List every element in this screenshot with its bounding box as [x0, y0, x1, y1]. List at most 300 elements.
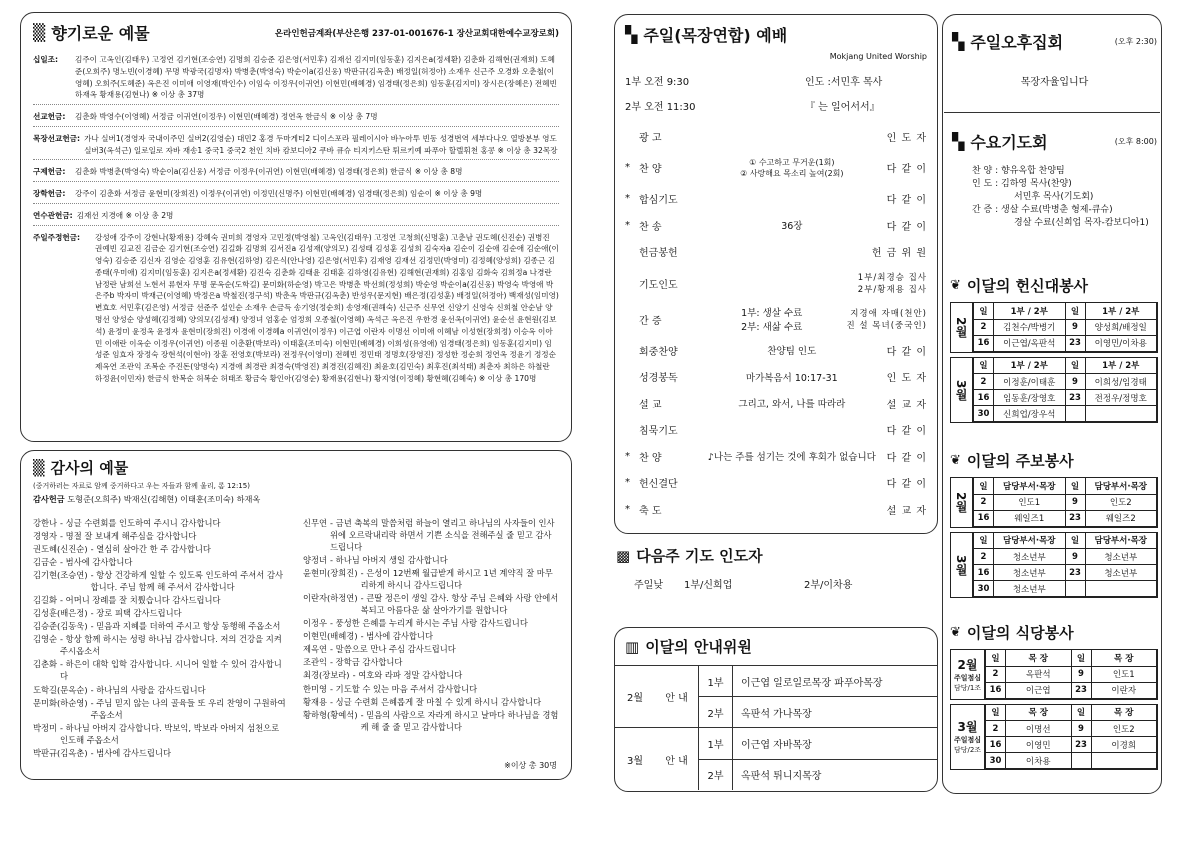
thanks-name: 신무연 [303, 518, 328, 529]
schedule-row [974, 494, 1157, 510]
schedule-cell: 이근엽 [1006, 682, 1072, 698]
schedule-cell: 인도2 [1085, 494, 1157, 510]
thanks-item [33, 594, 289, 606]
bank-account: 온라인헌금계좌(부산은행 237-01-001676-1 장산교회대한예수교장로회) [274, 28, 559, 39]
schedule-header-cell: 일 [1065, 358, 1085, 374]
thanks-name: 김금순 [33, 557, 58, 568]
pattern-icon: ▚ [952, 132, 965, 151]
offering-text: 가나 실버1(경영자 국내이주민 실버2(김영순) 대민2 홍경 두마게티2 디이스포라 필레이시아 바누아투 빈동 성경번역 세부다나오 열방분부 영도 실버3(옥석근) 일로일로 자바 재송1 중국1 중국2 천인 치바 캄보디아2 쿠바 큐슈 티지키스탄 튀르키예 파푸아 할렐휘천 홍콩 [84, 133, 557, 155]
order-person: 다 같 이 [886, 346, 927, 358]
offering-text: 김주이 고옥인(김태우) 고정연 김기현(조승연) 김명희 김승준 김은영(서민후) 김재선 김지미(임동훈) 김지은a(정세환) 김춘화 김해현(권재희) 도혜준(오희주) 명노빈(이경혜) 무명 박광국(김명자) 박병춘(박영숙) 박순이a(김신웅) 박판규(김옥춘) 배정일(허정아) 소재우 신근주 오경화 오춘철(이영혜) 오희주(도혜준) 옥은진 이미애 이영재(박인수) 이임숙 이정우(이귀연) 이현민(배혜경) 임경태(정은희) 임동훈(김지미) 장시은(장혜은) 전혜빈 하재옥 황재용(김현나) [75, 55, 557, 100]
schedule-header-cell: 일 [974, 303, 994, 319]
thanks-item [303, 517, 559, 553]
schedule-cell: 인도1 [994, 494, 1066, 510]
schedule-header-cell: 1부 / 2부 [1085, 303, 1157, 319]
order-item [625, 364, 927, 391]
order-detail: 마가복음서 10:17-31 [745, 372, 838, 384]
thanks-item [303, 630, 559, 642]
schedule-row [974, 374, 1157, 390]
guide-part: 1부 [699, 666, 733, 696]
thanks-item [33, 543, 289, 555]
schedule-header-row [986, 705, 1157, 721]
worship-title: 주일(목장연합) 예배 [643, 26, 788, 45]
order-label: 침묵기도 [639, 426, 678, 438]
order-detail: ♪나는 주를 섬기는 것에 후회가 없습니다 [707, 452, 876, 464]
thanks-item [33, 633, 289, 657]
schedule-header-cell: 담당부서·목장 [994, 478, 1066, 494]
order-of-service [625, 123, 927, 523]
order-item [625, 390, 927, 417]
schedule-title: 이달의 식당봉사 [966, 624, 1074, 642]
order-person: 설 교 자 [886, 505, 927, 517]
thanks-item [33, 658, 289, 682]
month-label [951, 650, 985, 699]
guide-name: 이근엽 자바목장 [741, 739, 812, 751]
order-detail: ① 수고하고 무거운(1회) ② 사랑해요 목소리 높여(2회) [740, 157, 844, 178]
thanks-item [303, 709, 559, 733]
offering-names [95, 232, 559, 385]
schedule-cell: 청소년부 [1085, 565, 1157, 581]
schedule-cell: 16 [974, 390, 994, 406]
order-detail: 36장 [781, 221, 803, 233]
schedule-cell: 인도2 [1091, 721, 1157, 737]
service-time: 1부 오전 9:30 [625, 77, 690, 88]
thanks-name: 한미영 [303, 683, 328, 694]
guide-panel [614, 627, 938, 792]
thanks-name: 김길화 [33, 595, 58, 606]
order-item [625, 239, 927, 266]
guide-items [699, 666, 937, 727]
schedule-cell: 인도1 [1091, 666, 1157, 682]
thanks-title: 감사의 예물 [50, 459, 129, 477]
thanks-text: - 기도할 수 있는 마음 주셔서 감사합니다 [330, 683, 478, 694]
offering-text: 김춘화 박영수(이영혜) 서정금 이귀연(이정우) 이현민(배혜경) 정연옥 한금식 [75, 112, 328, 122]
guide-month: 2월 [626, 693, 644, 704]
offering-text: 강주이 김춘화 서정금 윤현미(장희진) 이정우(이귀연) 이정민(신명주) 이현민(배혜경) 임경태(정은희) 임순이 [75, 189, 433, 199]
worship-subtitle: Mokjang United Worship [829, 52, 927, 61]
schedule-cell: 16 [974, 510, 994, 526]
order-label: 찬 양 [639, 452, 662, 464]
schedule-header-cell: 일 [1071, 650, 1091, 666]
guide-name: 이근엽 일로일로목장 파푸아목장 [741, 677, 883, 689]
offering-section [33, 210, 559, 226]
thanks-text: - 하나님 아버지 감사합니다. 박보익, 박보라 아버지 섬천으로 인도해 주옵소서 [60, 722, 280, 745]
schedule-row [974, 549, 1157, 565]
order-person: 인 도 자 [886, 373, 927, 385]
schedule-row [974, 581, 1157, 597]
thanks-text: - 주님 믿지 않는 나의 골육들 또 우리 찬영이 구원하여 주옵소서 [90, 697, 286, 720]
schedule-cell: 이영민 [1006, 737, 1072, 753]
service-time-row [625, 98, 927, 113]
order-label: 헌신결단 [639, 479, 678, 491]
thanks-text: - 열심히 살아간 한 주 감사합니다 [90, 544, 211, 555]
pattern-icon: ▥ [625, 637, 640, 656]
service-times [625, 73, 927, 113]
thanks-left-list [33, 517, 289, 759]
schedule-header-cell: 일 [986, 705, 1006, 721]
order-person: 다 같 이 [886, 221, 927, 233]
thanks-text: - 믿음의 사람으로 자라게 하시고 날마다 하나님을 경험케 해 줄 줄 믿고 감사합니다 [360, 709, 559, 732]
order-item [625, 150, 927, 186]
service-leader: 『 는 일어서서』 [805, 102, 880, 113]
thanks-right-list [303, 517, 559, 759]
thanks-name: 경영자 [33, 531, 58, 542]
order-label: 광 고 [639, 132, 662, 144]
thanks-text: - 은성이 12번째 월급받게 하시고 1년 계약직 잘 마무리하게 하시니 감사드립니다 [360, 568, 553, 591]
offering-count: ※ 이상 총 170명 [478, 373, 537, 383]
guide-month: 3월 [626, 755, 644, 767]
pattern-icon: ▩ [616, 546, 631, 565]
thanks-name: 이란자(하정연) [303, 593, 358, 604]
guide-row [615, 728, 937, 790]
schedule-month [950, 532, 1158, 599]
thanks-line-text: 도형준(오희주) 박재신(김해현) 이태훈(조미숙) 하재옥 [67, 494, 261, 504]
service-time: 2부 오전 11:30 [625, 102, 696, 113]
schedule-cell: 이명선 [1006, 721, 1072, 737]
next-prayer-label: 주일낮 [634, 580, 663, 591]
thanks-item [33, 607, 289, 619]
thanks-item [33, 620, 289, 632]
schedule-cell: 23 [1065, 390, 1085, 406]
guide-part: 1부 [699, 728, 733, 759]
thanks-item [303, 696, 559, 708]
order-star: * [625, 193, 630, 205]
guide-item [699, 760, 937, 791]
afternoon-text: 목장자율입니다 [1020, 77, 1089, 88]
next-prayer-second: 2부/이차용 [804, 580, 853, 591]
thanks-name: 이현민(배혜경) [303, 631, 358, 642]
thanks-text: - 장학금 감사합니다 [330, 657, 403, 668]
schedule-heading [950, 275, 1158, 296]
order-person: 헌 금 위 원 [871, 248, 927, 260]
order-star: * [625, 477, 630, 489]
schedule-table [973, 533, 1157, 598]
guide-table [615, 665, 937, 790]
order-label: 간 증 [639, 315, 662, 327]
pattern-icon: ▚ [952, 32, 965, 51]
thanks-item [33, 722, 289, 746]
schedule-header-row [974, 533, 1157, 549]
offering-label: 구제헌금: [33, 167, 66, 177]
schedule-cell: 9 [1065, 319, 1085, 335]
schedule-cell [1085, 581, 1157, 597]
month-name: 2월 [957, 657, 978, 672]
schedule-cell: 23 [1071, 737, 1091, 753]
thanks-name: 박판규(김옥춘) [33, 747, 88, 758]
schedule-table [985, 650, 1157, 699]
thanks-text: - 장로 피택 감사드립니다 [90, 608, 182, 619]
schedule-cell: 9 [1065, 549, 1085, 565]
schedule-cell: 이희성/임경태 [1085, 374, 1157, 390]
order-person: 다 같 이 [886, 426, 927, 438]
schedule-cell: 9 [1065, 494, 1085, 510]
thanks-item [303, 617, 559, 629]
schedule-cell: 이근엽/옥판석 [994, 335, 1066, 351]
schedule-heading [950, 450, 1158, 471]
offering-text: 강성애 강주이 강현나(황재용) 강혜숙 권미희 경영자 고민정(박영철) 고옥인(김태우) 고정연 고청희(신명훈) 고춘남 권도혜(신진순) 권병진 권예빈 김교진 김금순 김기현(조승연) 김길화 김명희 김서진a 김성재(양의모) 김성태 김성훈 김성희 김숙자a 김순이 김순애 김순애 김순애(이영숙) 김승준 김신자 김영순 김영훈 김유현(김하영) 김은식(안나영) 김은영(서민후) 김재영 김재선 김정민(박영미) 김정혜(양성희) 김종근 김종태(우미애) 김지미(임동훈) 김지은a(정세환) 김진숙 김춘화 김태윤 김태훈 김하영(김유현) 김해현(권재희) 김홍임 김화숙 김희정a 나경란 남정란 남희선 노현서 류현자 무명 문옥순(도학길) 문미화(하순영) 박고은 박병춘 박선희(정성희) 박순영 박순이a(김신웅) 박영숙 박영애 박은주b 박자미 박재근(이영혜) 박정은a 박철진(정구석) 박춘옥 박판규(김옥춘) 반성우(문지현) 배은정(김성훈) 배정일(허정아) 백재성(임미영) 변효호 서민후(김은영) 서정금 선준주 설인순 소재우 손금득 송기영(정순희) 송영재(권해숙) 신근주 신무연 신양기 신영숙 신희철 안순남 양명선 양성순 양성혜(김정혜) 양의모(김성재) 양정녀 엄홍순 엄정희 오종철(이영혜) 옥석근 옥은진 우한경 윤선옥(이귀연) 윤순선 윤현원(김보석) 윤정미 윤정옥 윤정자 윤현미(장희진) 이경애 이경혜a 이귀연(이정우) 이근엽 이란자 이명선 이미애 이혜남 이성현(장희정) 이승옥 이아민 이애란 이옥순 이정우(이귀연) 이종원 이춘환(박보라) 이태훈(조미숙) 이현민(배혜경) 이희성(유영애) 임경태(정은희) 임동훈(김지미) 임성준 임효자 장정숙 장현석(이현아) 장훈 전영호(박보라) 전정우(이영미) 전혜빈 정민태 정명호(장영진) 정성한 정순희 정연옥 정윤기 정정순 제옥연 조관익 조복순 주진돈(양명숙) 지경애 최경란 최경숙(박영진) 최경진(김혜진) 최윤호(김민숙) 최후진(최석태) 최춘자 최하은 하철란 하정윤(이민자) 한금식 한복순 허복순 허태조 황금숙 황인아(김영순) 황재용(김현나) 황지영(이정혜) 황현혜(김혜숙) [95, 232, 559, 383]
order-label: 회중찬양 [639, 346, 678, 358]
order-detail: 1부: 생살 수료 2부: 새삶 수료 [741, 308, 803, 333]
thanks-name: 황재용 [303, 696, 328, 707]
guide-item [699, 697, 937, 727]
order-label: 찬 양 [639, 164, 662, 175]
schedule-row [986, 753, 1157, 769]
month-sub: 담당/2조 [953, 746, 982, 755]
schedule-cell: 웨일즈1 [994, 510, 1066, 526]
order-item [625, 186, 927, 213]
guide-name: 옥판석 가나목장 [741, 708, 812, 720]
order-label: 헌금봉헌 [639, 248, 678, 260]
schedule-month [950, 302, 1158, 353]
afternoon-section [952, 30, 1157, 88]
month-side: 주일점심 [953, 673, 982, 682]
thanks-text: - 여호와 라파 정말 감사합니다 [352, 670, 463, 681]
thanks-text: - 금년 축복의 말씀처럼 하늘이 열리고 하나님의 사자들이 인사 위에 오르락내리락 하면서 기쁜 소식을 전해주실 줄 믿고 감사드립니다 [330, 518, 555, 553]
thanks-panel [20, 450, 572, 780]
thanks-name: 박정미 [33, 722, 58, 733]
next-prayer-first: 1부/신희업 [684, 580, 733, 591]
thanks-item [303, 683, 559, 695]
schedule-header-cell: 일 [986, 650, 1006, 666]
order-star: * [625, 450, 630, 462]
thanks-text: - 말씀으로 만나 주심 감사드립니다 [330, 644, 456, 655]
kitchen-section [950, 622, 1158, 774]
month-label [951, 478, 973, 527]
schedule-cell [1065, 581, 1085, 597]
order-star: * [625, 503, 630, 515]
thanks-item [303, 554, 559, 566]
month-name: 2월 [954, 317, 968, 338]
month-side: 주일점심 [953, 736, 982, 745]
offering-section [33, 133, 559, 161]
schedule-header-cell: 담당부서·목장 [1085, 533, 1157, 549]
service-leader: 인도 :서민후 목사 [805, 77, 883, 88]
schedule-cell: 2 [986, 666, 1006, 682]
offering-label: 십일조: [33, 55, 59, 64]
guide-role: 안 내 [655, 666, 699, 727]
schedule-cell: 9 [1071, 721, 1091, 737]
thanks-text: - 범사에 감사드립니다 [90, 747, 171, 758]
afternoon-title: 주일오후집회 [970, 33, 1064, 52]
schedule-cell [1071, 753, 1091, 769]
heart-icon: ❦ [950, 625, 961, 640]
thanks-text: - 항상 함께 하시는 성령 하나님 감사합니다. 저의 건강을 지켜 주시옵소서 [60, 634, 282, 657]
schedule-cell: 이영민/이차용 [1085, 335, 1157, 351]
offering-text: 김재선 지경애 [76, 210, 124, 220]
wednesday-line: 경살 수료(신희업 목자-캄보디아1) [1014, 218, 1149, 229]
wednesday-line: 인 도 : 김하영 목사(찬양) [972, 179, 1072, 190]
order-item [625, 212, 927, 239]
thanks-item [303, 656, 559, 668]
guide-title: 이달의 안내위원 [645, 638, 752, 656]
month-label [951, 303, 973, 352]
schedule-table [973, 358, 1157, 423]
thanks-item [33, 747, 289, 759]
schedule-row [974, 335, 1157, 351]
schedule-month [950, 477, 1158, 528]
order-item [625, 301, 927, 337]
next-prayer-section [616, 545, 936, 591]
offering-text: 김춘화 박병춘(박영숙) 박순이a(김신웅) 서정금 이정우(이귀연) 이현민(배혜경) 임경태(정은희) 한금식 [75, 167, 413, 177]
thanks-item [303, 669, 559, 681]
wednesday-section [952, 130, 1157, 230]
schedule-row [986, 721, 1157, 737]
offering-section [33, 232, 559, 388]
schedule-header-cell: 1부 / 2부 [994, 303, 1066, 319]
offering-section [33, 188, 559, 204]
guide-row [615, 666, 937, 728]
schedule-cell: 2 [974, 319, 994, 335]
order-label: 축 도 [639, 505, 662, 517]
order-label: 찬 송 [639, 221, 662, 233]
schedule-header-cell: 일 [974, 533, 994, 549]
thanks-name: 권도혜(신진순) [33, 544, 88, 555]
thanks-text: - 싱글 수련회 은혜롭게 잘 마칠 수 있게 하시니 감사합니다 [330, 696, 542, 707]
guide-name: 옥판석 튀니지목장 [741, 771, 822, 783]
month-label [951, 358, 973, 423]
offering-names [75, 188, 559, 200]
heart-icon: ❦ [950, 278, 961, 293]
schedule-cell: 임동훈/장영호 [994, 390, 1066, 406]
order-label: 성경봉독 [639, 373, 678, 385]
schedule-table [973, 478, 1157, 527]
thanks-item [33, 517, 289, 529]
order-person: 지경애 자매(천안) 진 설 목녀(중국인) [846, 309, 927, 331]
thanks-item [303, 643, 559, 655]
weekly-section [950, 450, 1158, 602]
schedule-cell: 웨일즈2 [1085, 510, 1157, 526]
offering-label: 선교헌금: [33, 112, 66, 122]
schedule-header-row [974, 478, 1157, 494]
schedule-cell [1085, 406, 1157, 422]
thanks-item [33, 530, 289, 542]
guide-items [699, 728, 937, 790]
guide-part: 2부 [699, 760, 733, 791]
schedule-header-cell: 목 장 [1006, 650, 1072, 666]
offering-count: ※ 이상 총 7명 [329, 112, 378, 122]
schedule-row [974, 565, 1157, 581]
guide-item [699, 666, 937, 697]
schedule-header-cell: 담당부서·목장 [1085, 478, 1157, 494]
thanks-name: 문미화(하순영) [33, 697, 88, 708]
order-person: 1부/최경승 집사 2부/황재용 집사 [857, 273, 927, 295]
schedule-header-cell: 담당부서·목장 [994, 533, 1066, 549]
offering-names [75, 166, 559, 178]
worship-panel [614, 14, 938, 534]
schedule-cell: 30 [974, 581, 994, 597]
schedule-header-row [974, 358, 1157, 374]
schedule-cell: 23 [1071, 682, 1091, 698]
schedule-month [950, 357, 1158, 424]
thanks-item [303, 567, 559, 591]
schedule-cell: 2 [986, 721, 1006, 737]
schedule-header-row [974, 303, 1157, 319]
month-name: 3월 [954, 379, 968, 400]
order-star: * [625, 162, 630, 173]
pattern-icon: ▒ [33, 458, 45, 477]
schedule-month [950, 649, 1158, 700]
thanks-name: 김승준(김동욱) [33, 621, 88, 632]
month-sub: 담당/1조 [953, 683, 982, 692]
schedule-header-cell: 1부 / 2부 [1085, 358, 1157, 374]
thanks-name: 황하형(황예석) [303, 709, 358, 720]
schedule-title: 이달의 주보봉사 [966, 452, 1074, 470]
schedule-header-row [986, 650, 1157, 666]
schedule-cell: 김천수/박병기 [994, 319, 1066, 335]
schedule-cell: 청소년부 [994, 581, 1066, 597]
schedule-cell: 이경희 [1091, 737, 1157, 753]
wednesday-time: (오후 8:00) [1114, 137, 1157, 146]
schedule-header-cell: 일 [1065, 533, 1085, 549]
wednesday-line: 서민후 목사(기도회) [1014, 192, 1094, 203]
schedule-cell: 9 [1065, 374, 1085, 390]
schedule-cell: 2 [974, 494, 994, 510]
schedule-cell: 23 [1065, 565, 1085, 581]
offering-title: 향기로운 예물 [51, 24, 150, 43]
schedule-row [974, 510, 1157, 526]
schedule-cell: 청소년부 [994, 565, 1066, 581]
schedule-table [985, 705, 1157, 770]
thanks-text: - 범사에 감사합니다 [360, 631, 433, 642]
thanks-text: - 어머니 장례를 잘 치뤘습니다 감사드립니다 [60, 595, 221, 606]
thanks-name: 양정녀 [303, 555, 328, 566]
order-label: 기도인도 [639, 279, 678, 291]
schedule-header-cell: 목 장 [1006, 705, 1072, 721]
offering-label: 장학헌금: [33, 189, 66, 199]
schedule-header-cell: 일 [1071, 705, 1091, 721]
schedule-header-cell: 일 [974, 478, 994, 494]
schedule-cell: 옥판석 [1006, 666, 1072, 682]
order-item [625, 496, 927, 523]
thanks-count: ※이상 총 30명 [504, 761, 557, 770]
thanks-name: 김춘화 [33, 659, 58, 670]
schedule-cell: 16 [986, 682, 1006, 698]
thanks-text: - 풍성한 은혜를 누리게 하시는 주님 사랑 감사드립니다 [330, 618, 528, 629]
order-person: 다 같 이 [886, 452, 927, 464]
order-item [625, 417, 927, 444]
thanks-text: - 하은이 대학 입학 감사합니다. 시니어 일할 수 있어 감사합니다 [60, 659, 282, 682]
month-name: 3월 [954, 554, 968, 575]
guide-part: 2부 [699, 697, 733, 727]
offering-count: ※ 이상 총 2명 [125, 210, 174, 220]
order-person: 다 같 이 [886, 479, 927, 491]
offering-section [33, 54, 559, 105]
schedule-row [986, 737, 1157, 753]
month-name: 3월 [957, 720, 978, 735]
schedule-cell: 전정우/정명호 [1085, 390, 1157, 406]
schedule-cell: 양성희/배정일 [1085, 319, 1157, 335]
thanks-text: - 싱글 수련회를 인도하여 주시니 감사합니다 [60, 518, 221, 529]
order-detail: 그리고, 와서, 나를 따라라 [738, 399, 846, 411]
pattern-icon: ▒ [33, 23, 46, 42]
schedule-row [986, 666, 1157, 682]
thanks-name: 제옥연 [303, 644, 328, 655]
schedule-table [973, 303, 1157, 352]
offering-section [33, 111, 559, 127]
schedule-cell [1065, 406, 1085, 422]
schedule-row [986, 682, 1157, 698]
thanks-item [33, 684, 289, 696]
dedication-section [950, 275, 1158, 427]
offering-names [84, 133, 559, 157]
thanks-item [33, 697, 289, 721]
order-label: 합심기도 [639, 195, 678, 207]
month-label [951, 533, 973, 598]
wednesday-lines [952, 165, 1157, 230]
order-item [625, 470, 927, 497]
order-detail: 찬양팀 인도 [767, 346, 817, 358]
offering-count: ※ 이상 총 9명 [434, 189, 483, 199]
